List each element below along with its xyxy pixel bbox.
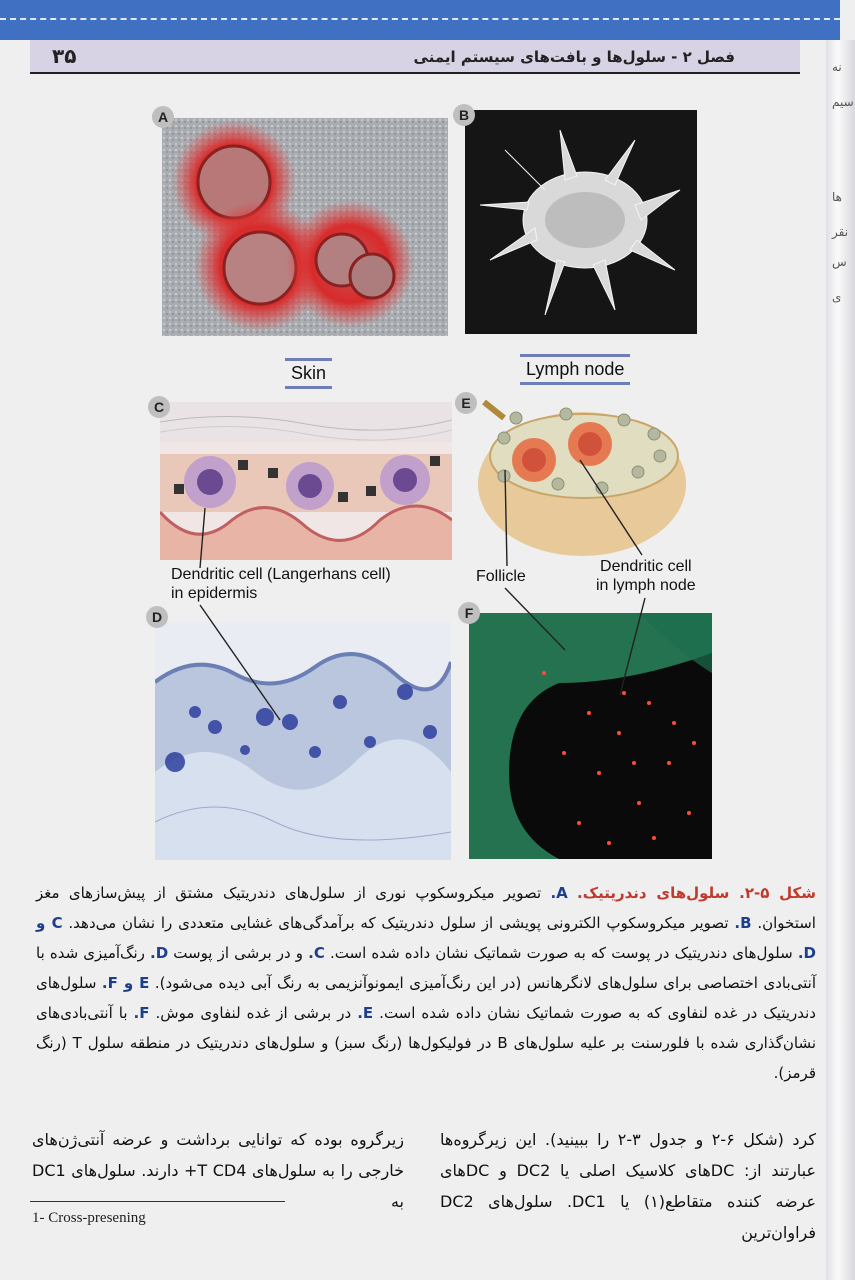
edge-text: س	[832, 255, 847, 269]
panel-label-d: D	[146, 606, 168, 628]
langerhans-cell-label: Dendritic cell (Langerhans cell) in epidermis	[171, 566, 391, 602]
chapter-title: فصل ۲ - سلول‌ها و بافت‌های سیستم ایمنی	[413, 48, 735, 66]
lymph-node-tag: Lymph node	[520, 354, 630, 385]
panel-d-skin-section	[155, 622, 451, 860]
epidermis-illustration	[160, 402, 452, 560]
panel-b-sem-image	[465, 110, 697, 334]
lymph-node-illustration	[474, 398, 688, 558]
fluorescent-lymph-node	[469, 613, 712, 859]
panel-label-b: B	[453, 104, 475, 126]
panel-a-light-micrograph	[162, 118, 448, 336]
panel-label-e: E	[455, 392, 477, 414]
caption-title: شکل ۵-۲. سلول‌های دندریتیک.	[577, 884, 816, 902]
panel-f-fluorescence	[469, 613, 712, 859]
body-text-left-column: زیرگروه بوده که توانایی برداشت و عرضه آنتی‌ژن‌های خارجی را به سلول‌های T CD4+ دارند. سلول‌های DC1 به	[32, 1130, 405, 1211]
adjacent-page-edge	[826, 40, 855, 1280]
langerhans-cells	[184, 455, 430, 510]
stained-skin-section	[155, 622, 451, 860]
edge-text: نقر	[832, 225, 849, 239]
panel-c-skin-schematic	[160, 402, 452, 560]
panel-label-c: C	[148, 396, 170, 418]
footnote-divider	[30, 1201, 285, 1202]
footnote: 1- Cross-presening	[32, 1210, 146, 1226]
figure-caption: شکل ۵-۲. سلول‌های دندریتیک. A. تصویر میکروسکوپ نوری از سلول‌های دندریتیک مشتق از پیش‌سازهای مغز استخوان. B. تصویر میکروسکوپ الکترونی پویشی از سلول دندریتیک که برآمدگی‌های غشایی متعددی را نشان می‌دهد. C و D. سلول‌های دندریتیک در پوست که به صورت شماتیک نشان داده شده است. C. و در برشی از پوست D. رنگ‌آمیزی شده با آنتی‌بادی اختصاصی برای سلول‌های لانگرهانس (در این رنگ‌آمیزی ایمونوآنزیمی به رنگ آبی دیده می‌شود). E و F. سلول‌های دندریتیک در غده لنفاوی که به صورت شماتیک نشان داده شده است. E. در برشی از غده لنفاوی موش. F. با آنتی‌بادی‌های نشان‌گذاری شده با فلورسنت بر علیه سلول‌های B در فولیکول‌ها (رنگ سبز) و سلول‌های دندریتیک در منطقه سلول T (رنگ قرمز).	[36, 884, 817, 1082]
follicle-label: Follicle	[476, 568, 526, 585]
panel-label-a: A	[152, 106, 174, 128]
top-color-band	[0, 0, 840, 40]
dendritic-cell-sem	[465, 110, 697, 334]
edge-text: سیم	[832, 95, 854, 109]
panel-e-lymph-node-schematic	[474, 398, 688, 558]
dc-lymph-node-label: Dendritic cell in lymph node	[596, 558, 696, 594]
dendritic-cells-red-image	[162, 118, 448, 336]
edge-text: نه	[832, 60, 842, 74]
edge-text: ها	[832, 190, 842, 204]
dotted-line	[0, 18, 840, 20]
skin-tag: Skin	[285, 358, 332, 389]
panel-label-f: F	[458, 602, 480, 624]
edge-text: ی	[832, 290, 842, 304]
body-text-right-column: کرد (شکل ۶-۲ و جدول ۳-۲ را ببینید). این زیرگروه‌ها عبارتند از: DCهای کلاسیک اصلی یا DC2 و DCهای عرضه کننده متقاطع(۱) یا DC1. سلول‌های DC2 فراوان‌ترین	[440, 1130, 817, 1242]
page-number: ۳۵	[52, 44, 77, 68]
